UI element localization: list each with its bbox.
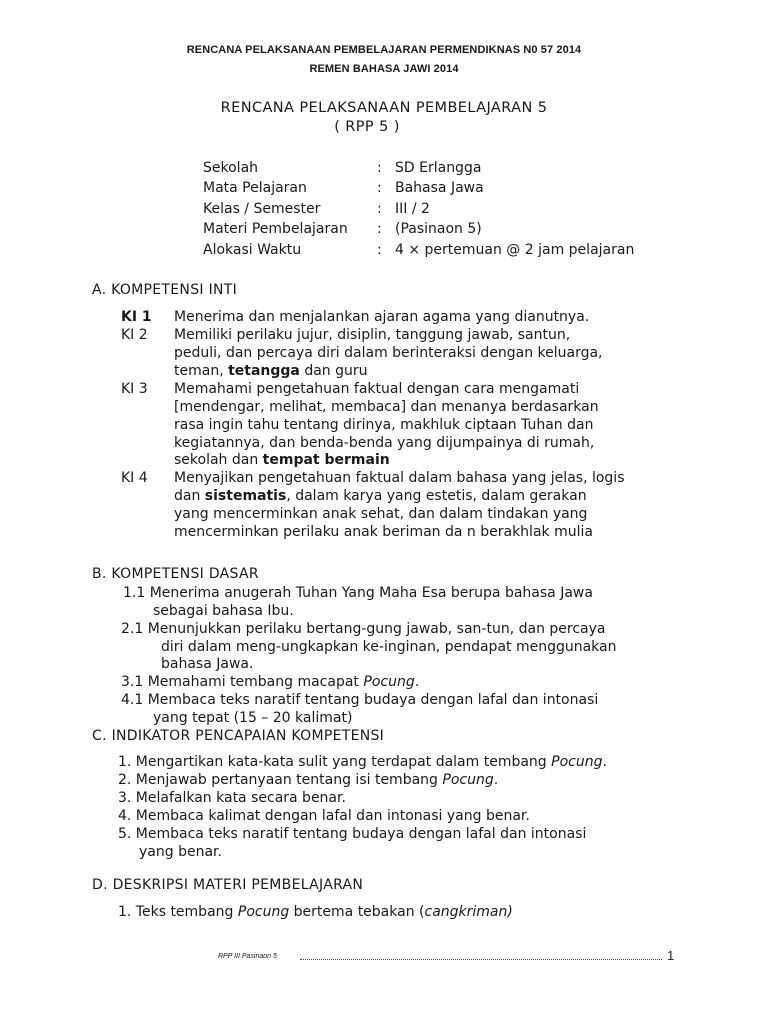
- footer-dot-leader: [300, 958, 662, 960]
- indicator-text: 2. Menjawab pertanyaan tentang isi tembang: [118, 772, 443, 788]
- indicator-text: 1. Mengartikan kata-kata sulit yang terdapat dalam tembang: [118, 754, 552, 770]
- page-subtitle: ( RPP 5 ): [334, 119, 400, 135]
- indicator-item: [118, 753, 607, 771]
- ki4-bold-term: sistematis: [204, 488, 287, 504]
- ki1-code: KI 1: [121, 309, 152, 325]
- ki4-text: dan: [174, 488, 205, 504]
- ki3-line: kegiatannya, dan benda-benda yang dijumpainya di rumah,: [174, 435, 595, 451]
- info-value: 4 × pertemuan @ 2 jam pelajaran: [395, 242, 635, 258]
- info-value: (Pasinaon 5): [395, 221, 482, 237]
- ki4-line: [174, 487, 587, 505]
- ki4-line: Menyajikan pengetahuan faktual dalam bahasa yang jelas, logis: [174, 470, 625, 486]
- kd-line: sebagai bahasa Ibu.: [153, 603, 294, 619]
- info-label: Alokasi Waktu: [203, 242, 302, 258]
- ki3-line: rasa ingin tahu tentang dirinya, makhluk ciptaan Tuhan dan: [174, 417, 594, 433]
- section-a-heading: A. KOMPETENSI INTI: [92, 282, 238, 298]
- kd-line: bahasa Jawa.: [161, 656, 254, 672]
- kd3-text: .: [414, 674, 420, 690]
- indicator-text: .: [493, 772, 499, 788]
- kd3-text: 3.1 Memahami tembang macapat: [121, 674, 364, 690]
- materi-text: bertema tebakan (: [289, 904, 425, 920]
- indicator-item: 4. Membaca kalimat dengan lafal dan intonasi yang benar.: [118, 808, 530, 824]
- ki3-line: [mendengar, melihat, membaca] dan menanya berdasarkan: [174, 399, 599, 415]
- ki4-line: mencerminkan perilaku anak beriman da n berakhlak mulia: [174, 524, 593, 540]
- ki4-code: KI 4: [121, 470, 148, 486]
- indicator-item: 5. Membaca teks naratif tentang budaya dengan lafal dan intonasi: [118, 826, 587, 842]
- kd-line: diri dalam meng-ungkapkan ke-inginan, pendapat menggunakan: [161, 639, 617, 655]
- ki2-text: teman,: [174, 363, 229, 379]
- info-label: Materi Pembelajaran: [203, 221, 348, 237]
- indicator-text: .: [602, 754, 607, 770]
- ki3-text: sekolah dan: [174, 452, 263, 468]
- kd-line: 2.1 Menunjukkan perilaku bertang-gung jawab, san-tun, dan percaya: [121, 621, 606, 637]
- page-number: 1: [667, 948, 675, 963]
- indicator-italic-term: Pocung: [551, 754, 603, 770]
- ki1-text: Menerima dan menjalankan ajaran agama yang dianutnya.: [174, 309, 590, 325]
- info-sep: :: [377, 242, 382, 258]
- info-sep: :: [377, 221, 382, 237]
- info-label: Mata Pelajaran: [203, 180, 307, 196]
- materi-item: [118, 903, 513, 921]
- section-b-heading: B. KOMPETENSI DASAR: [92, 566, 259, 582]
- indicator-item: [118, 771, 498, 789]
- info-sep: :: [377, 160, 382, 176]
- indicator-item-cont: yang benar.: [139, 844, 222, 860]
- info-value: III / 2: [395, 201, 430, 217]
- materi-italic-term: Pocung: [237, 904, 290, 920]
- materi-italic-term: cangkriman): [424, 904, 513, 920]
- ki2-line: peduli, dan percaya diri dalam berinteraksi dengan keluarga,: [174, 345, 603, 361]
- ki4-line: yang mencerminkan anak sehat, dan dalam tindakan yang: [174, 506, 588, 522]
- indicator-italic-term: Pocung: [442, 772, 494, 788]
- info-sep: :: [377, 201, 382, 217]
- kd-line: [121, 673, 419, 691]
- ki3-line: [174, 451, 390, 469]
- info-value: Bahasa Jawa: [395, 180, 484, 196]
- ki2-code: KI 2: [121, 327, 148, 343]
- ki3-code: KI 3: [121, 381, 148, 397]
- ki2-text: dan guru: [299, 363, 368, 379]
- ki2-line: Memiliki perilaku jujur, disiplin, tanggung jawab, santun,: [174, 327, 571, 343]
- footer-label: RPP III Pasinaon 5: [218, 953, 277, 960]
- info-sep: :: [377, 180, 382, 196]
- section-d-heading: D. DESKRIPSI MATERI PEMBELAJARAN: [92, 877, 364, 893]
- doc-header-line1: RENCANA PELAKSANAAN PEMBELAJARAN PERMENDIKNAS N0 57 2014: [186, 44, 582, 56]
- kd-line: yang tepat (15 – 20 kalimat): [153, 710, 353, 726]
- indicator-item: 3. Melafalkan kata secara benar.: [118, 790, 346, 806]
- ki4-text: , dalam karya yang estetis, dalam gerakan: [286, 488, 587, 504]
- ki2-line: [174, 362, 368, 380]
- ki3-line: Memahami pengetahuan faktual dengan cara mengamati: [174, 381, 580, 397]
- kd-line: 4.1 Membaca teks naratif tentang budaya dengan lafal dan intonasi: [121, 692, 599, 708]
- section-c-heading: C. INDIKATOR PENCAPAIAN KOMPETENSI: [92, 728, 385, 744]
- info-label: Kelas / Semester: [203, 201, 321, 217]
- kd-line: 1.1 Menerima anugerah Tuhan Yang Maha Esa berupa bahasa Jawa: [123, 585, 593, 601]
- doc-header-line2: REMEN BAHASA JAWI 2014: [309, 63, 459, 75]
- page-title: RENCANA PELAKSANAAN PEMBELAJARAN 5: [220, 100, 548, 116]
- ki2-bold-term: tetangga: [228, 363, 300, 379]
- info-value: SD Erlangga: [395, 160, 482, 176]
- info-label: Sekolah: [203, 160, 259, 176]
- kd3-italic-term: Pocung: [363, 674, 415, 690]
- materi-text: 1. Teks tembang: [118, 904, 238, 920]
- ki3-bold-term: tempat bermain: [262, 452, 390, 468]
